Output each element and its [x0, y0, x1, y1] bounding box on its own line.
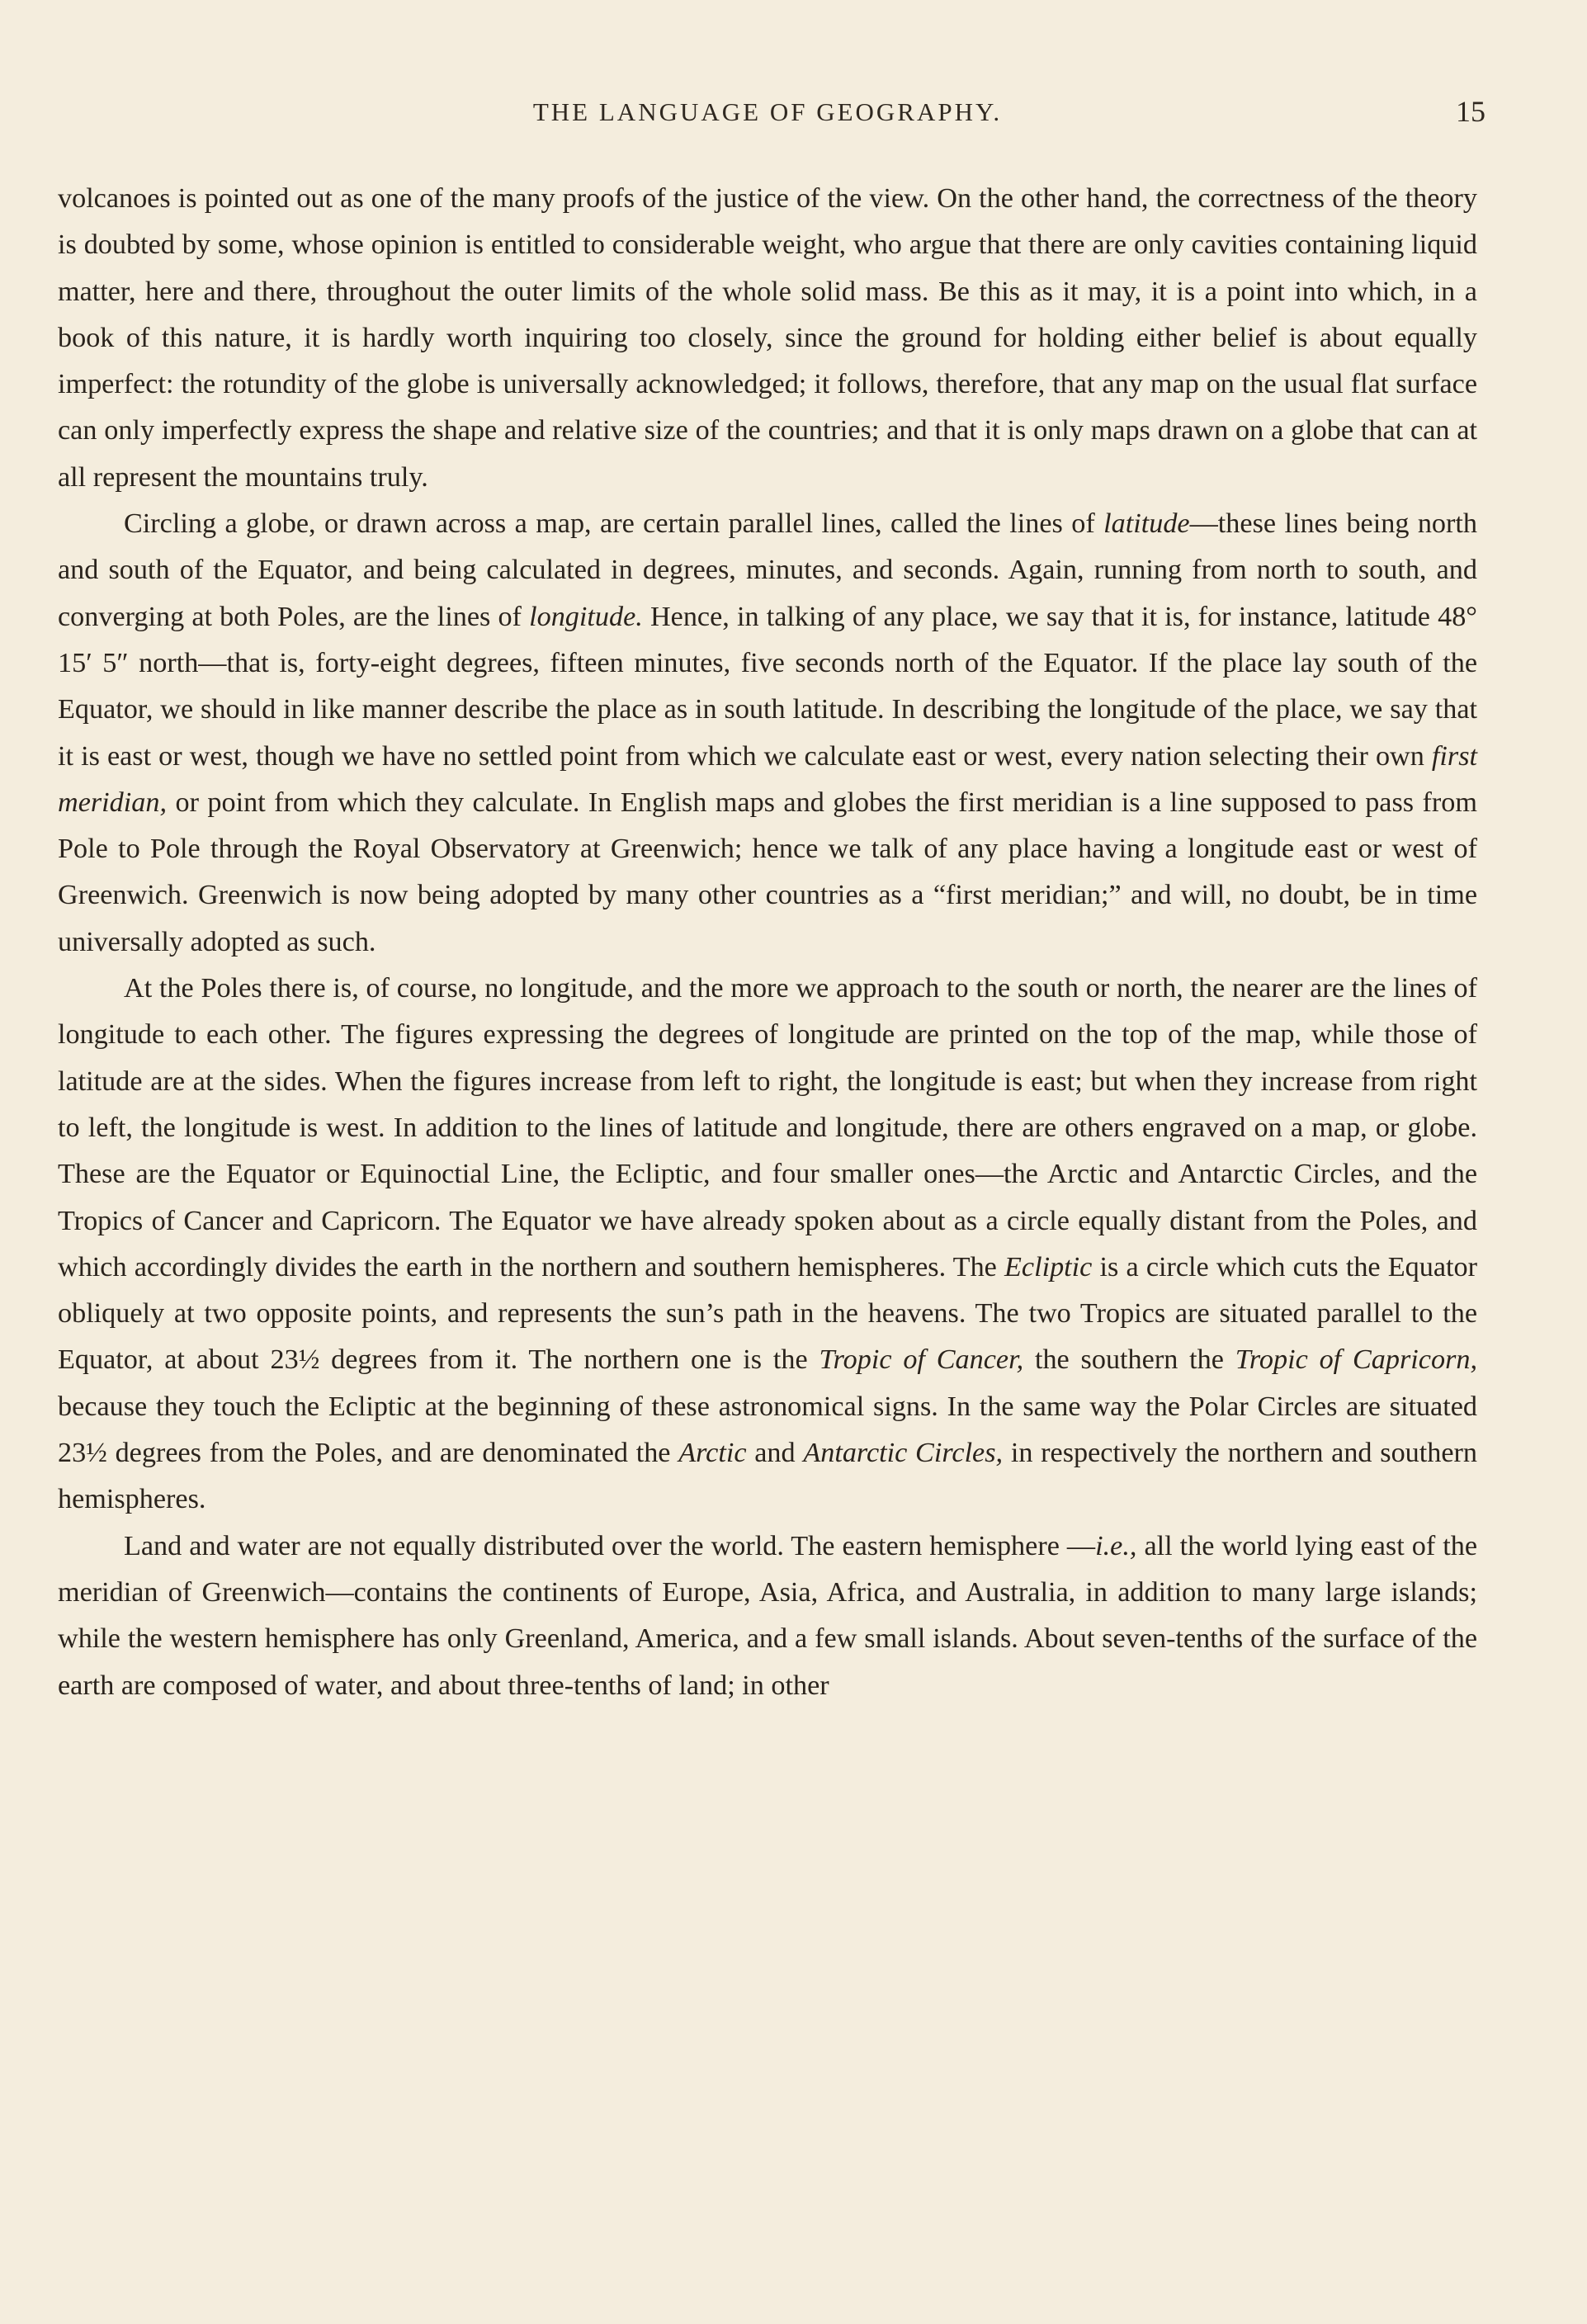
text-run: Hence, in talking of any place, we say that it is, for instance, latitude 48° 15′ 5″ north—that is, forty-eight degrees, fifteen minutes, five seconds north of the Equator. If the place lay south of the Equator, we should in like manner describe the place as in south latitude. In describing the longitude of the place, we say that it is east or west, though we have no settled point from which we calculate east or west, every nation selecting their own: [58, 601, 1477, 772]
chapter-title: THE LANGUAGE OF GEOGRAPHY.: [532, 97, 1003, 126]
italic-term: Antarctic Circles,: [803, 1438, 1004, 1469]
text-run: At the Poles there is, of course, no longitude, and the more we approach to the south or north, the nearer are the lines of longitude to each other. The figures expressing the degrees of longitude are printed on the top of the map, while those of latitude are at the sides. When the figures increase from left to right, the longitude is east; but when they increase from right to left, the longitude is west. In addition to the lines of latitude and longitude, there are others engraved on a map, or globe. These are the Equator or Equinoctial Line, the Ecliptic, and four smaller ones—the Arctic and Antarctic Circles, and the Tropics of Cancer and Capricorn. The Equator we have already spoken about as a circle equally distant from the Poles, and which accordingly divides the earth in the northern and southern hemispheres. The: [58, 973, 1477, 1282]
running-head: [58, 95, 1485, 139]
text-run: or point from which they calculate. In English maps and globes the first meridian is a line supposed to pass from Pole to Pole through the Royal Observatory at Greenwich; hence we talk of any place having a longitude east or west of Greenwich. Greenwich is now being adopted by many other countries as a “first meridian;” and will, no doubt, be in time universally adopted as such.: [58, 786, 1477, 957]
paragraph: [58, 966, 1477, 1523]
italic-term: longitude.: [529, 601, 643, 632]
text-run: is a circle which cuts the Equator obliquely at two opposite points, and represents the sun’s path in the heavens. The two Tropics are situated parallel to the Equator, at about 23½ degrees from it. The northern one is the: [58, 1251, 1477, 1376]
paragraph: [58, 1523, 1477, 1709]
page-number: 15: [1456, 95, 1485, 128]
italic-term: Ecliptic: [1004, 1251, 1093, 1282]
paragraph: [58, 176, 1477, 501]
italic-term: i.e.,: [1095, 1530, 1137, 1561]
text-run: —these lines being north and south of the Equator, and being calculated in degrees, minutes, and seconds. Again, running from north to south, and converging at both Poles, are the lines of: [58, 508, 1477, 632]
italic-term: latitude: [1103, 508, 1190, 540]
text-run: all the world lying east of the meridian of Greenwich—contains the continents of Europe, Asia, Africa, and Australia, in addition to many large islands; while the western hemisphere has only Greenland, America, and a few small islands. About seven-tenths of the surface of the earth are composed of water, and about three-tenths of land; in other: [58, 1530, 1478, 1701]
paragraph: [58, 501, 1477, 966]
text-run: in respectively the northern and southern hemispheres.: [58, 1438, 1477, 1515]
text-run: Land and water are not equally distributed over the world. The eastern hemisphere —: [124, 1530, 1096, 1561]
text-run: and: [746, 1438, 804, 1469]
italic-term: Tropic of Cancer,: [819, 1344, 1024, 1376]
text-run: Circling a globe, or drawn across a map, are certain parallel lines, called the lines of: [124, 508, 1104, 540]
italic-term: first meridian,: [58, 740, 1477, 818]
text-run: because they touch the Ecliptic at the beginning of these astronomical signs. In the same way the Polar Circles are situated 23½ degrees from the Poles, and are denominated the: [58, 1391, 1477, 1469]
italic-term: Arctic: [678, 1438, 747, 1469]
body-text: [58, 176, 1477, 1709]
text-run: the southern the: [1023, 1344, 1235, 1376]
italic-term: Tropic of Capricorn,: [1235, 1344, 1478, 1376]
text-run: volcanoes is pointed out as one of the many proofs of the justice of the view. On the other hand, the correctness of the theory is doubted by some, whose opinion is entitled to considerable weight, who argue that there are only cavities containing liquid matter, here and there, throughout the outer limits of the whole solid mass. Be this as it may, it is a point into which, in a book of this nature, it is hardly worth inquiring too closely, since the ground for holding either belief is about equally imperfect: the rotundity of the globe is universally acknowledged; it follows, therefore, that any map on the usual flat surface can only imperfectly express the shape and relative size of the countries; and that it is only maps drawn on a globe that can at all represent the mountains truly.: [58, 183, 1477, 493]
